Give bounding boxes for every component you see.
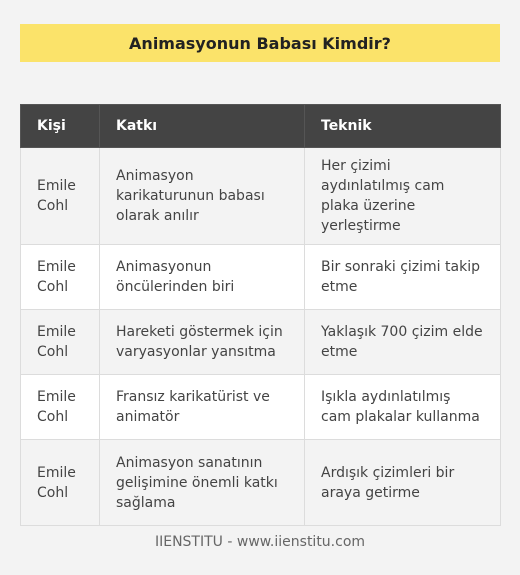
cell-contribution: Fransız karikatürist ve animatör	[100, 375, 305, 440]
cell-technique: Yaklaşık 700 çizim elde etme	[305, 310, 501, 375]
table-row	[21, 310, 501, 375]
cell-technique: Ardışık çizimleri bir araya getirme	[305, 440, 501, 526]
table-row	[21, 245, 501, 310]
cell-person: Emile Cohl	[21, 245, 100, 310]
cell-person: Emile Cohl	[21, 310, 100, 375]
cell-technique: Her çizimi aydınlatılmış cam plaka üzerine yerleştirme	[305, 148, 501, 245]
cell-contribution: Animasyon karikaturunun babası olarak anılır	[100, 148, 305, 245]
table-row	[21, 440, 501, 526]
cell-person: Emile Cohl	[21, 148, 100, 245]
info-table	[20, 104, 501, 526]
cell-contribution: Hareketi göstermek için varyasyonlar yansıtma	[100, 310, 305, 375]
cell-contribution: Animasyonun öncülerinden biri	[100, 245, 305, 310]
cell-technique: Işıkla aydınlatılmış cam plakalar kullanma	[305, 375, 501, 440]
table-header-row	[21, 105, 501, 148]
cell-person: Emile Cohl	[21, 440, 100, 526]
cell-contribution: Animasyon sanatının gelişimine önemli katkı sağlama	[100, 440, 305, 526]
cell-technique: Bir sonraki çizimi takip etme	[305, 245, 501, 310]
footer-text: IIENSTITU - www.iienstitu.com	[154, 534, 366, 550]
column-header-technique: Teknik	[305, 105, 501, 148]
column-header-person: Kişi	[21, 105, 100, 148]
cell-person: Emile Cohl	[21, 375, 100, 440]
table-row	[21, 375, 501, 440]
column-header-contribution: Katkı	[100, 105, 305, 148]
page-title: Animasyonun Babası Kimdir?	[20, 24, 500, 62]
table-row	[21, 148, 501, 245]
